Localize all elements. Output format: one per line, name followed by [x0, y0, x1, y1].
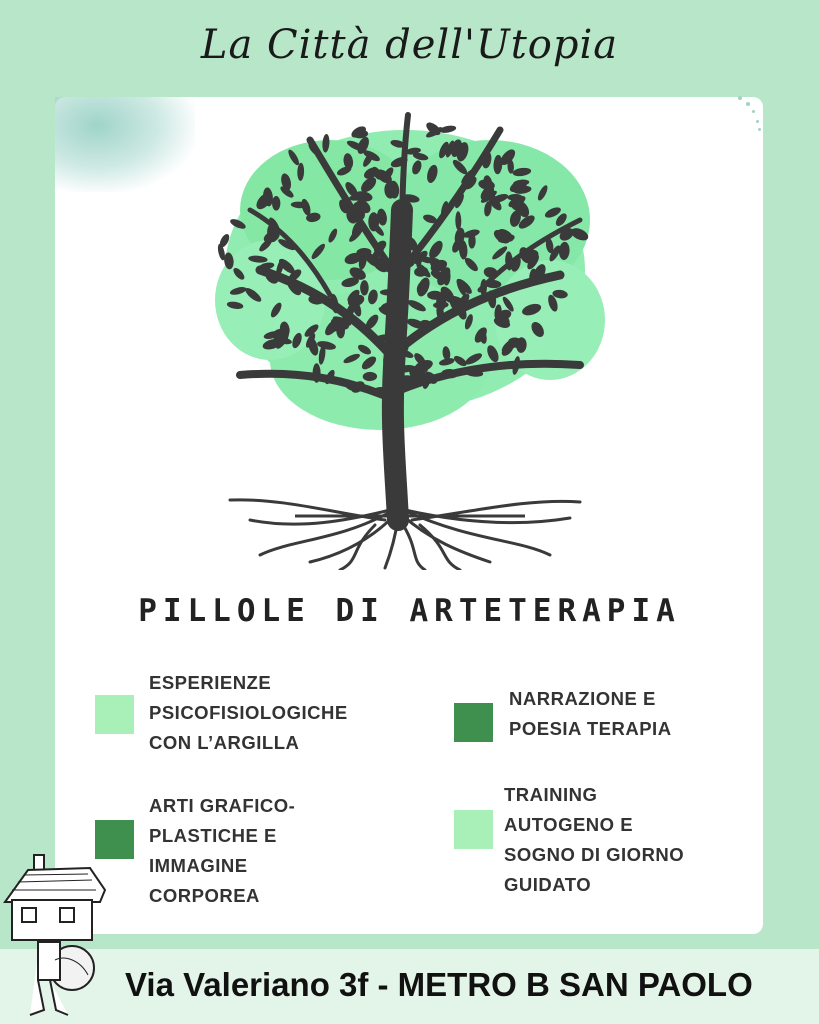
swatch-narrazione — [454, 703, 493, 742]
item-narrazione: NARRAZIONE E POESIA TERAPIA — [509, 688, 672, 739]
tree-roots — [230, 500, 580, 570]
leaf — [360, 280, 369, 295]
item-argilla: ESPERIENZE PSICOFISIOLOGICHE CON L’ARGILLA — [149, 672, 348, 753]
swatch-training — [454, 810, 493, 849]
item-training: TRAINING AUTOGENO E SOGNO DI GIORNO GUIDATO — [504, 784, 685, 895]
house-mascot-icon — [0, 850, 115, 1020]
page-title: La Città dell'Utopia — [200, 22, 619, 68]
watercolor-splash — [55, 97, 195, 192]
tree-illustration — [190, 100, 630, 570]
item-arti-grafiche: ARTI GRAFICO- PLASTICHE E IMMAGINE CORPOREA — [149, 795, 296, 906]
footer-address: Via Valeriano 3f - METRO B SAN PAOLO — [125, 966, 753, 1003]
section-title: PILLOLE DI ARTETERAPIA — [138, 593, 681, 629]
leaf — [313, 363, 321, 383]
leaf — [272, 196, 280, 211]
leaf — [368, 212, 379, 231]
swatch-argilla — [95, 695, 134, 734]
